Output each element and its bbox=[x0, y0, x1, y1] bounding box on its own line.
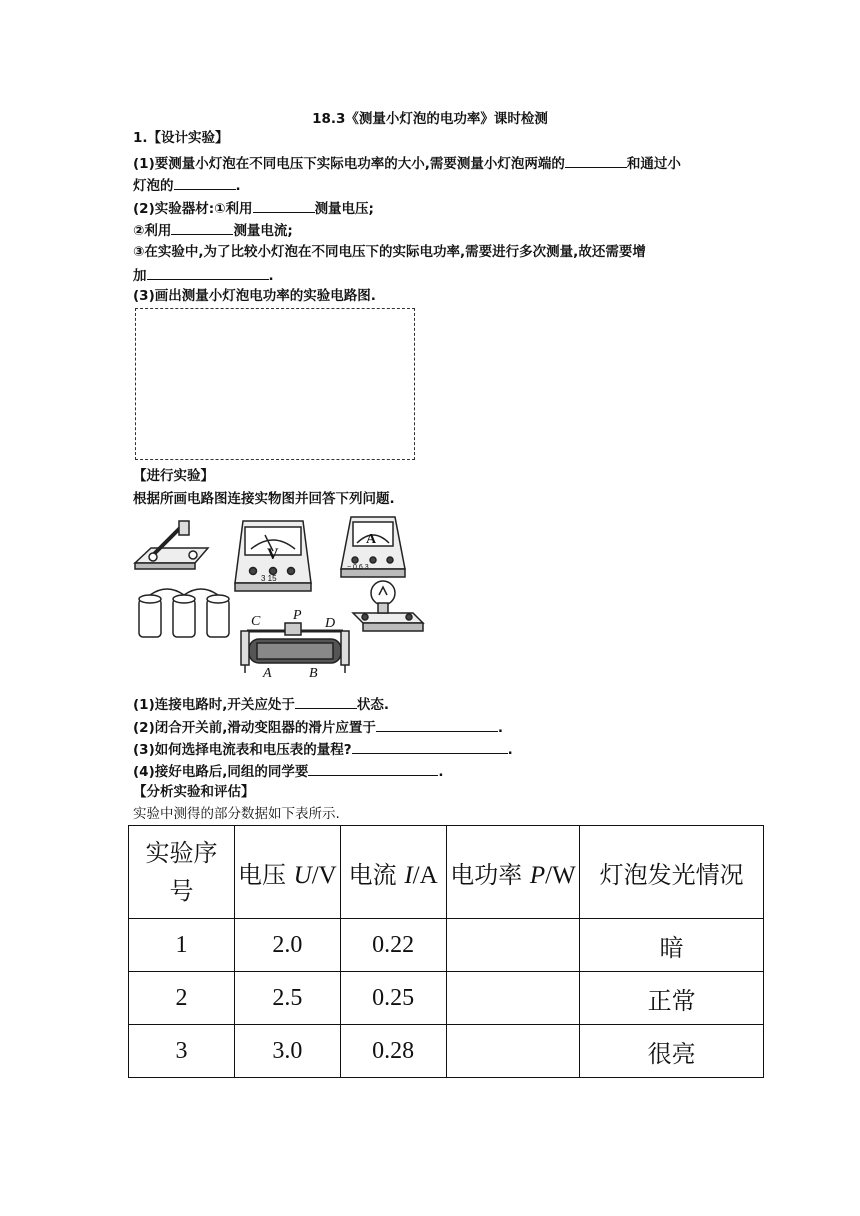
answer-blank[interactable] bbox=[171, 220, 233, 235]
table-row bbox=[129, 1025, 764, 1078]
header-text: 灯泡发光情况 bbox=[599, 860, 744, 889]
header-cell-brightness bbox=[580, 826, 764, 919]
text: . bbox=[497, 720, 504, 736]
answer-blank[interactable] bbox=[253, 198, 315, 213]
switch-icon bbox=[135, 521, 208, 569]
ammeter-terminals: − 0.6 3 bbox=[347, 564, 369, 571]
cell-trial: 3 bbox=[129, 1025, 235, 1078]
cell-voltage: 2.0 bbox=[234, 919, 340, 972]
cell-brightness: 正常 bbox=[580, 972, 764, 1025]
cell-power[interactable] bbox=[446, 919, 580, 972]
text: (3)如何选择电流表和电压表的量程? bbox=[133, 742, 352, 758]
unit-a: /A bbox=[412, 861, 438, 889]
answer-blank[interactable] bbox=[376, 717, 498, 732]
table-row bbox=[129, 919, 764, 972]
cell-trial: 1 bbox=[129, 919, 235, 972]
design-item-1 bbox=[133, 153, 681, 173]
unit-v: /V bbox=[311, 861, 337, 889]
conduct-intro: 根据所画电路图连接实物图并回答下列问题. bbox=[133, 491, 395, 507]
header-text: 电流 bbox=[348, 860, 405, 889]
text: (2)实验器材:①利用 bbox=[133, 201, 253, 217]
text: . bbox=[438, 764, 444, 780]
table-header-row bbox=[129, 826, 764, 919]
symbol-p: P bbox=[529, 861, 546, 889]
text: 和通过小 bbox=[626, 156, 681, 172]
ammeter-label: A bbox=[366, 532, 377, 547]
cell-power[interactable] bbox=[446, 1025, 580, 1078]
design-item-3: (3)画出测量小灯泡电功率的实验电路图. bbox=[133, 288, 376, 304]
answer-blank[interactable] bbox=[295, 694, 357, 709]
battery-icon bbox=[139, 589, 229, 637]
table-row bbox=[129, 972, 764, 1025]
header-cell-power bbox=[446, 826, 580, 919]
header-cell-current bbox=[340, 826, 446, 919]
cell-current: 0.22 bbox=[340, 919, 446, 972]
cell-voltage: 3.0 bbox=[234, 1025, 340, 1078]
design-item-2 bbox=[133, 198, 374, 218]
text: . bbox=[507, 742, 513, 758]
answer-blank[interactable] bbox=[147, 265, 269, 280]
header-text: 实验序号 bbox=[145, 839, 218, 905]
text: (2)闭合开关前,滑动变阻器的滑片应置于 bbox=[133, 720, 376, 736]
cell-brightness: 暗 bbox=[580, 919, 764, 972]
text: (1)连接电路时,开关应处于 bbox=[133, 697, 295, 713]
text: 状态. bbox=[356, 697, 390, 713]
cell-trial: 2 bbox=[129, 972, 235, 1025]
cell-brightness: 很亮 bbox=[580, 1025, 764, 1078]
rheostat-label-b: B bbox=[309, 666, 318, 681]
cell-power[interactable] bbox=[446, 972, 580, 1025]
text: (4)接好电路后,同组的同学要 bbox=[133, 764, 309, 780]
header-text: 电压 bbox=[237, 860, 294, 889]
unit-w: /W bbox=[545, 861, 576, 889]
header-text: 电功率 bbox=[450, 860, 530, 889]
answer-blank[interactable] bbox=[352, 739, 508, 754]
circuit-drawing-area[interactable] bbox=[135, 308, 415, 460]
cell-current: 0.25 bbox=[340, 972, 446, 1025]
design-item-2b bbox=[133, 220, 293, 240]
conduct-q1 bbox=[133, 694, 389, 714]
rheostat-label-p: P bbox=[293, 608, 302, 623]
rheostat-label-a: A bbox=[263, 666, 272, 681]
text: 灯泡的 bbox=[133, 178, 174, 194]
text: . bbox=[235, 178, 241, 194]
text: 测量电流; bbox=[233, 223, 293, 239]
header-cell-voltage bbox=[234, 826, 340, 919]
analysis-heading: 【分析实验和评估】 bbox=[133, 784, 255, 800]
voltmeter-terminals: 3 15 bbox=[261, 574, 277, 583]
cell-voltage: 2.5 bbox=[234, 972, 340, 1025]
text: ②利用 bbox=[133, 223, 172, 239]
conduct-q2 bbox=[133, 717, 503, 737]
answer-blank[interactable] bbox=[174, 175, 236, 190]
apparatus-illustration bbox=[133, 513, 433, 683]
answer-blank[interactable] bbox=[308, 761, 438, 776]
q1-heading: 1.【设计实验】 bbox=[133, 130, 229, 146]
bulb-icon bbox=[353, 581, 423, 631]
data-table bbox=[128, 825, 764, 1078]
text: 加 bbox=[133, 268, 147, 284]
analysis-intro: 实验中测得的部分数据如下表所示. bbox=[133, 806, 340, 822]
symbol-u: U bbox=[293, 861, 312, 889]
design-item-2c: ③在实验中,为了比较小灯泡在不同电压下的实际电功率,需要进行多次测量,故还需要增 bbox=[133, 244, 646, 260]
design-item-2c-cont bbox=[133, 265, 274, 285]
text: . bbox=[268, 268, 274, 284]
header-cell-trial bbox=[129, 826, 235, 919]
rheostat-label-d: D bbox=[325, 616, 336, 631]
cell-current: 0.28 bbox=[340, 1025, 446, 1078]
conduct-heading: 【进行实验】 bbox=[133, 468, 214, 484]
answer-blank[interactable] bbox=[565, 153, 627, 168]
conduct-q3 bbox=[133, 739, 513, 759]
page-title: 18.3《测量小灯泡的电功率》课时检测 bbox=[312, 111, 548, 127]
conduct-q4 bbox=[133, 761, 444, 781]
design-item-1-cont bbox=[133, 175, 241, 195]
symbol-i: I bbox=[404, 861, 413, 889]
rheostat-label-c: C bbox=[251, 614, 261, 629]
voltmeter-label: V bbox=[267, 546, 279, 563]
text: 测量电压; bbox=[314, 201, 374, 217]
text: (1)要测量小灯泡在不同电压下实际电功率的大小,需要测量小灯泡两端的 bbox=[133, 156, 565, 172]
